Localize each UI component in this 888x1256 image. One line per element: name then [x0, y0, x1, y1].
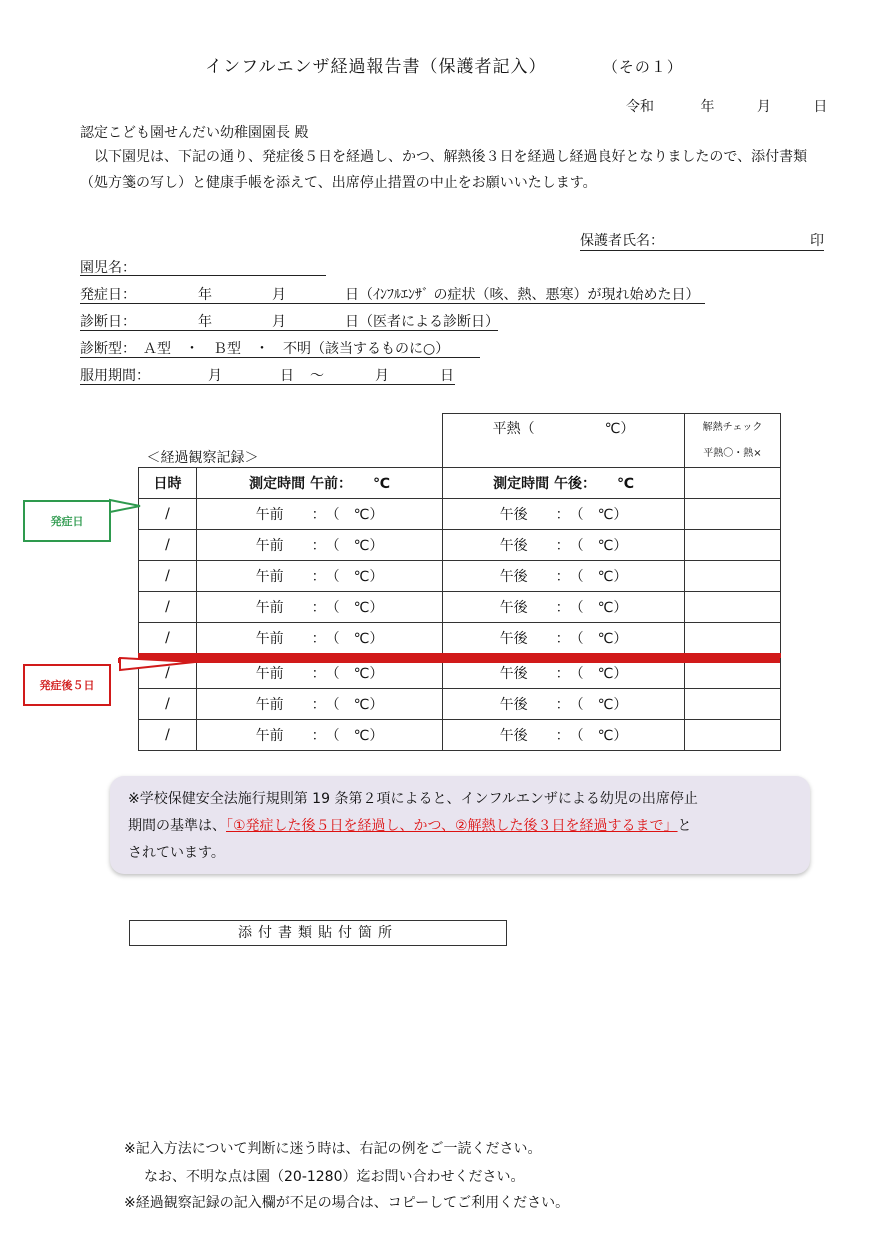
date-cell[interactable]: / [139, 530, 197, 561]
am-cell[interactable]: 午前 ： （ ℃） [197, 561, 443, 592]
pm-cell[interactable]: 午後 ： （ ℃） [443, 720, 685, 751]
check-cell[interactable] [685, 623, 781, 656]
am-cell[interactable]: 午前 ： （ ℃） [197, 689, 443, 720]
day5-callout [23, 664, 111, 706]
check-legend: 平熱〇・熱× [703, 447, 762, 459]
am-cell[interactable]: 午前 ： （ ℃） [197, 720, 443, 751]
note-line2a: 期間の基準は、 [128, 818, 226, 834]
footer-line3: ※経過観察記録の記入欄が不足の場合は、コピーしてご利用ください。 [124, 1195, 570, 1211]
pm-cell[interactable]: 午後 ： （ ℃） [443, 689, 685, 720]
period-day2: 日 [440, 368, 454, 384]
check-cell[interactable] [685, 720, 781, 751]
date-cell[interactable]: / [139, 689, 197, 720]
title-text: インフルエンザ経過報告書（保護者記入） [205, 57, 547, 77]
pm-cell[interactable]: 午後 ： （ ℃） [443, 623, 685, 656]
date-cell[interactable]: / [139, 623, 197, 656]
note-line1: ※学校保健安全法施行規則第 19 条第２項によると、インフルエンザによる幼児の出席停止 [128, 791, 698, 807]
diag-month: 月 [272, 314, 286, 330]
guardian-label: 保護者氏名： [580, 233, 664, 249]
period-day1: 日 [280, 368, 294, 384]
col-am: 測定時間 午前： ℃ [197, 468, 443, 499]
record-heading [139, 414, 443, 468]
pm-cell[interactable]: 午後 ： （ ℃） [443, 592, 685, 623]
child-name-field[interactable] [80, 257, 326, 276]
diagnosis-date-field[interactable] [80, 311, 498, 331]
date-cell[interactable]: / [139, 720, 197, 751]
col-date: 日時 [139, 468, 197, 499]
day: 日 [813, 99, 828, 115]
date-cell[interactable]: / [139, 499, 197, 530]
note-line3: されています。 [128, 845, 225, 861]
record-table [138, 413, 781, 751]
table-row [139, 561, 781, 592]
pm-cell[interactable]: 午後 ： （ ℃） [443, 530, 685, 561]
date-cell[interactable]: / [139, 592, 197, 623]
onset-year: 年 [198, 287, 212, 303]
table-row [139, 499, 781, 530]
check-header [685, 414, 781, 468]
guardian-name-field[interactable] [580, 230, 824, 251]
table-row [139, 592, 781, 623]
check-cell[interactable] [685, 561, 781, 592]
fever-free-header [443, 414, 685, 468]
am-cell[interactable]: 午前 ： （ ℃） [197, 656, 443, 689]
am-cell[interactable]: 午前 ： （ ℃） [197, 530, 443, 561]
period-label: 服用期間： [80, 368, 150, 384]
pm-cell[interactable]: 午後 ： （ ℃） [443, 561, 685, 592]
fever-free-text: 平熱（ ℃） [492, 421, 635, 437]
note-line2 [128, 813, 792, 840]
pm-cell[interactable]: 午後 ： （ ℃） [443, 499, 685, 530]
footer-line2: なお、不明な点は園（20-1280）迄お問い合わせください。 [144, 1169, 525, 1185]
day5-callout-text: 発症後５日 [39, 679, 95, 692]
onset-date-field[interactable] [80, 284, 705, 304]
diag-year: 年 [198, 314, 212, 330]
type-line: 診断型： Ａ型 ・ Ｂ型 ・ 不明（該当するものに○） [80, 341, 450, 357]
onset-pointer [110, 500, 140, 512]
check-cell[interactable] [685, 592, 781, 623]
child-label: 園児名： [80, 260, 136, 276]
attachment-area-label: 添付書類貼付箇所 [129, 920, 507, 946]
page-title [0, 52, 888, 77]
onset-callout-text: 発症日 [50, 515, 84, 528]
diagnosis-type-field[interactable] [80, 338, 480, 358]
check-title: 解熱チェック [702, 421, 763, 433]
day5-pointer [120, 658, 195, 670]
diag-label: 診断日： [80, 314, 136, 330]
year: 年 [700, 99, 715, 115]
title-part: （その１） [602, 58, 683, 76]
am-cell[interactable]: 午前 ： （ ℃） [197, 623, 443, 656]
note-line2c: と [677, 818, 692, 834]
date-cell[interactable]: / [139, 656, 197, 689]
table-row [139, 623, 781, 656]
seal-mark: 印 [810, 233, 824, 249]
pm-cell[interactable]: 午後 ： （ ℃） [443, 656, 685, 689]
note-highlight: 「①発症した後５日を経過し、かつ、②解熱した後３日を経過するまで」 [226, 818, 678, 834]
footer-line1: ※記入方法について判断に迷う時は、右記の例をご一読ください。 [124, 1141, 542, 1157]
medication-period-field[interactable] [80, 365, 455, 385]
am-cell[interactable]: 午前 ： （ ℃） [197, 592, 443, 623]
col-check [685, 468, 781, 499]
month: 月 [756, 99, 771, 115]
check-cell[interactable] [685, 499, 781, 530]
date-cell[interactable]: / [139, 561, 197, 592]
record-rows [139, 499, 781, 751]
record-heading-text: ＜経過観察記録＞ [146, 450, 259, 466]
table-row [139, 689, 781, 720]
onset-label: 発症日： [80, 287, 136, 303]
table-row [139, 720, 781, 751]
onset-callout [23, 500, 111, 542]
date-line [626, 96, 827, 116]
era: 令和 [626, 99, 654, 115]
onset-month: 月 [272, 287, 286, 303]
legal-note [110, 776, 810, 874]
check-cell[interactable] [685, 530, 781, 561]
period-month1: 月 [208, 368, 222, 384]
col-pm: 測定時間 午後： ℃ [443, 468, 685, 499]
check-cell[interactable] [685, 689, 781, 720]
period-month2: 月 [375, 368, 389, 384]
diag-note: 日（医者による診断日） [345, 314, 499, 330]
period-tilde: ～ [310, 368, 324, 384]
table-row [139, 530, 781, 561]
addressee: 認定こども園せんだい幼稚園園長 殿 [80, 125, 309, 141]
onset-note: 日（ｲﾝﾌﾙｴﾝｻﾞ の症状（咳、熱、悪寒）が現れ始めた日） [345, 287, 700, 303]
body-text: 以下園児は、下記の通り、発症後５日を経過し、かつ、解熱後３日を経過し経過良好となりましたので、添付書類（処方箋の写し）と健康手帳を添えて、出席停止措置の中止をお願いいたします。 [80, 149, 808, 191]
day5-separator-line [118, 658, 780, 663]
am-cell[interactable]: 午前 ： （ ℃） [197, 499, 443, 530]
